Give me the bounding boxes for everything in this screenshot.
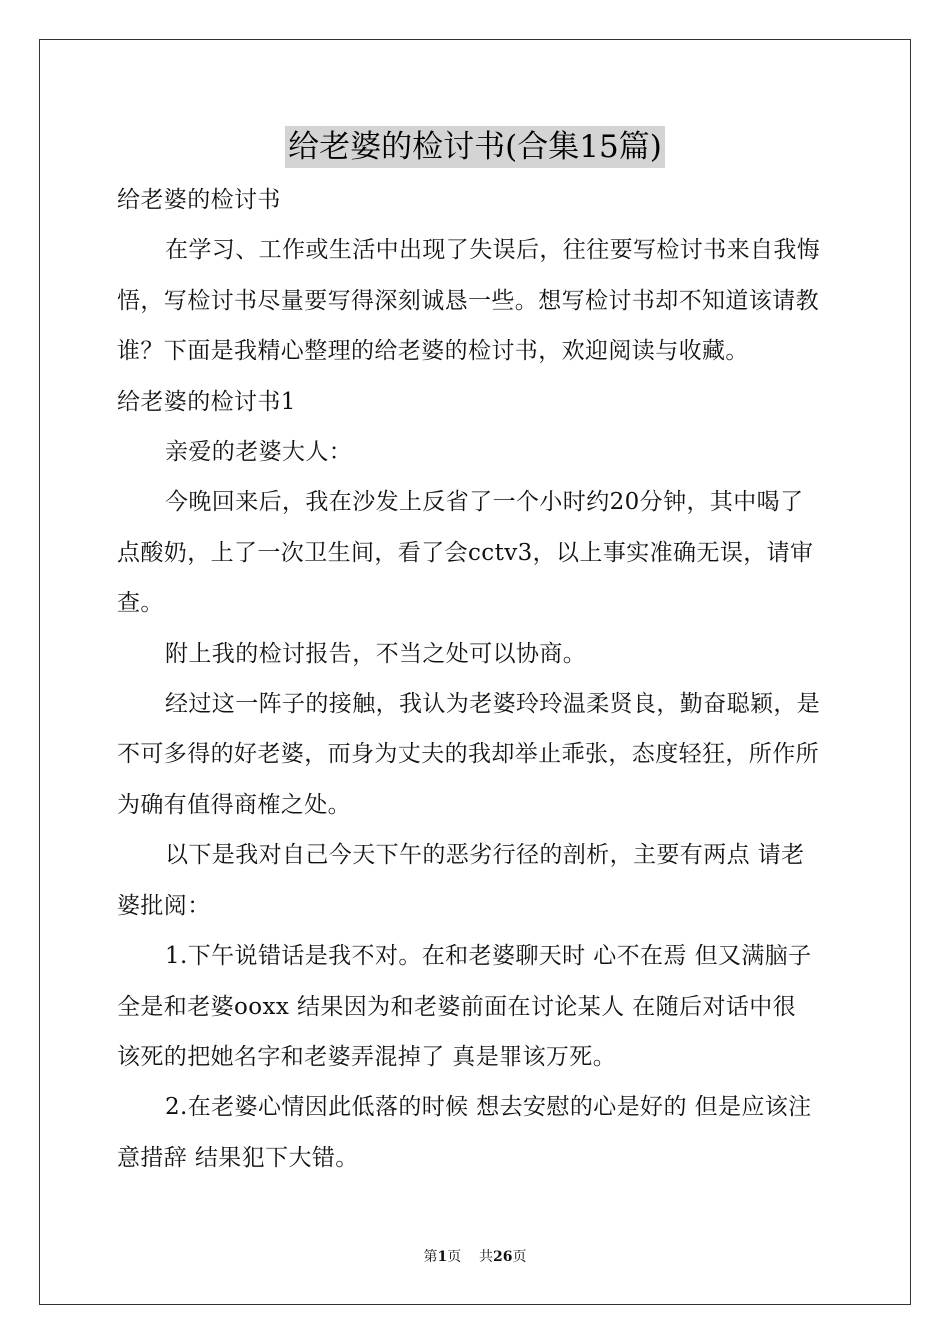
list-item-line: 1.下午说错话是我不对。在和老婆聊天时 心不在焉 但又满脑子 xyxy=(165,943,812,970)
paragraph-line: 谁？下面是我精心整理的给老婆的检讨书，欢迎阅读与收藏。 xyxy=(117,338,749,365)
salutation: 亲爱的老婆大人： xyxy=(165,439,353,466)
list-item-line: 该死的把她名字和老婆弄混掉了 真是罪该万死。 xyxy=(117,1043,617,1070)
document-body xyxy=(117,175,837,1183)
document-title: 给老婆的检讨书(合集15篇) xyxy=(285,126,665,168)
page-footer xyxy=(0,1246,950,1266)
paragraph-line: 在学习、工作或生活中出现了失误后，往往要写检讨书来自我悔 xyxy=(165,237,821,264)
paragraph-line: 点酸奶，上了一次卫生间，看了会cctv3，以上事实准确无误，请审 xyxy=(117,539,814,566)
paragraph-line: 悟，写检讨书尽量要写得深刻诚恳一些。想写检讨书却不知道该请教 xyxy=(117,287,819,314)
section-heading: 给老婆的检讨书1 xyxy=(117,388,296,415)
footer-page-suffix: 页 xyxy=(447,1249,462,1265)
paragraph-line: 附上我的检讨报告，不当之处可以协商。 xyxy=(165,640,587,667)
paragraph-line: 查。 xyxy=(117,590,164,617)
document-title-container xyxy=(0,126,950,168)
paragraph-line: 经过这一阵子的接触，我认为老婆玲玲温柔贤良，勤奋聪颖，是 xyxy=(165,691,821,718)
footer-total-suffix: 页 xyxy=(512,1249,527,1265)
section-heading: 给老婆的检讨书 xyxy=(117,187,281,213)
list-item-line: 意措辞 结果犯下大错。 xyxy=(117,1144,359,1171)
paragraph-line: 以下是我对自己今天下午的恶劣行径的剖析，主要有两点 请老 xyxy=(165,842,805,869)
footer-total-prefix: 共 xyxy=(479,1249,494,1265)
paragraph-line: 为确有值得商榷之处。 xyxy=(117,791,351,818)
total-page-count: 26 xyxy=(493,1249,513,1265)
list-item-line: 全是和老婆ooxx 结果因为和老婆前面在讨论某人 在随后对话中很 xyxy=(117,993,797,1020)
paragraph-line: 不可多得的好老婆，而身为丈夫的我却举止乖张，态度轻狂，所作所 xyxy=(117,741,819,768)
footer-prefix: 第 xyxy=(423,1249,438,1265)
current-page-number: 1 xyxy=(437,1249,448,1265)
paragraph-line: 婆批阅： xyxy=(117,892,211,919)
list-item-line: 2.在老婆心情因此低落的时候 想去安慰的心是好的 但是应该注 xyxy=(165,1094,812,1121)
paragraph-line: 今晚回来后，我在沙发上反省了一个小时约20分钟，其中喝了 xyxy=(165,489,804,516)
